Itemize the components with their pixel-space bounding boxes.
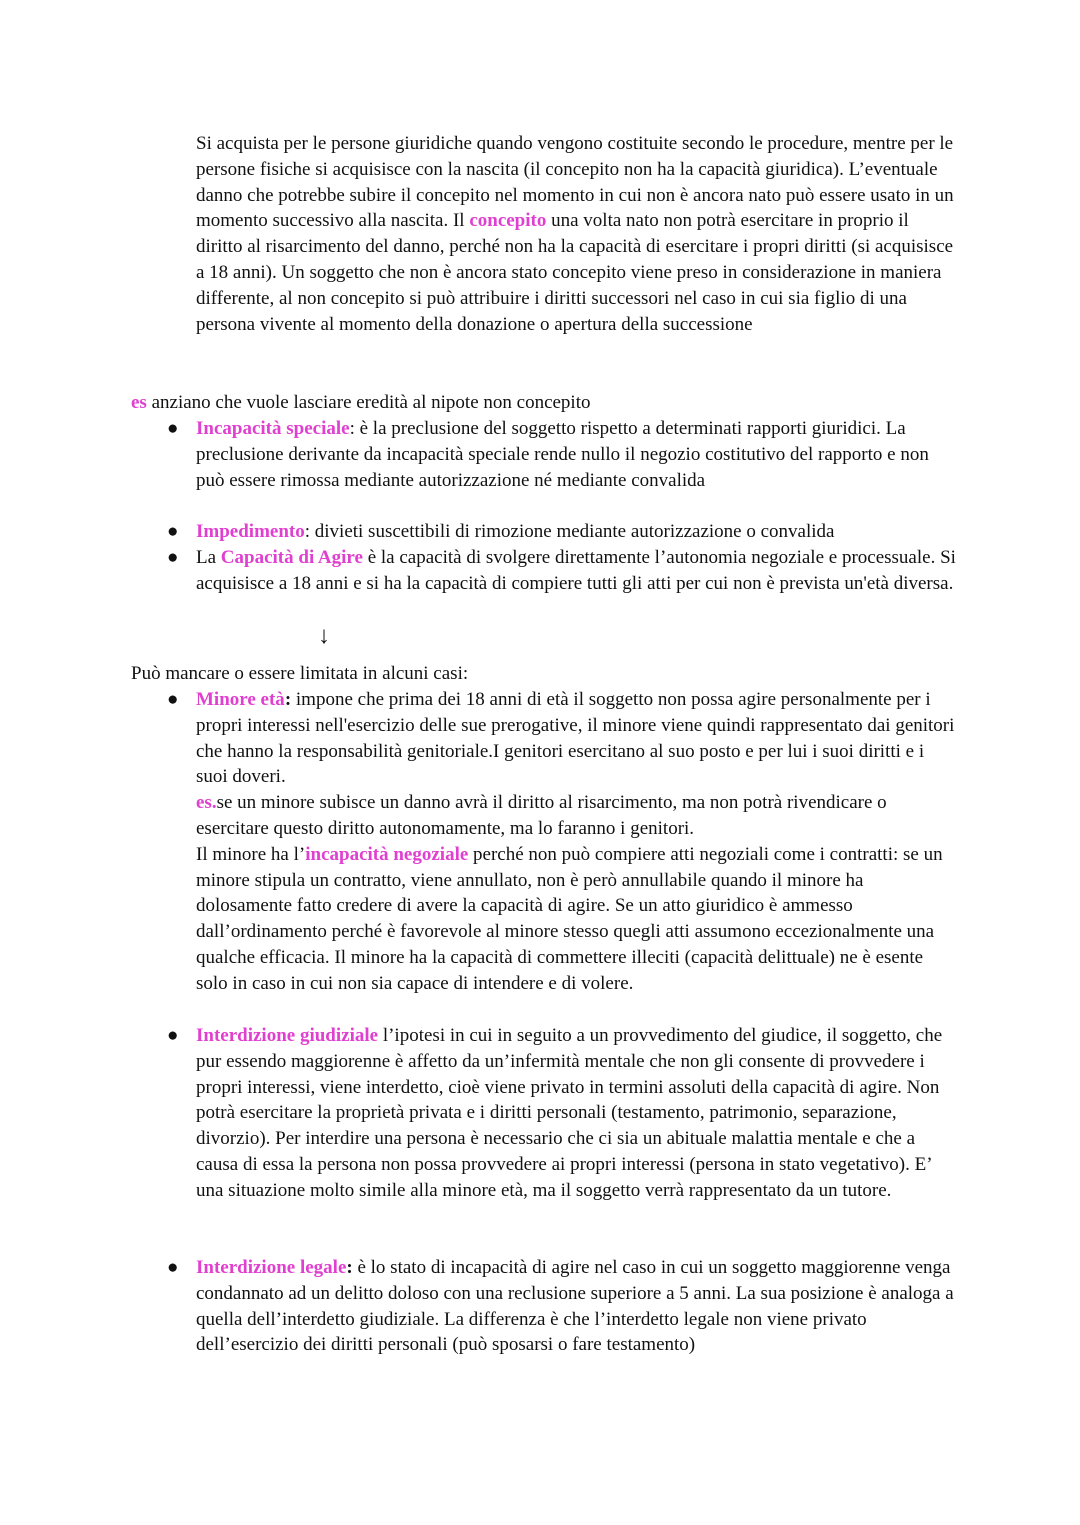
term-capacita-di-agire: Capacità di Agire [220, 547, 363, 568]
list-item-minore-eta: Minore età: impone che prima dei 18 anni di età il soggetto non possa agire personalmente per i propri interessi nell'esercizio delle sue prerogative, il minore viene quindi rappresentato dai genitori che hanno la responsabilità genitoriale.I genitori esercitano al suo posto e per lui i suoi diritti e i suoi doveri. es.se un minore subisce un danno avrà il diritto al risarcimento, ma non potrà rivendicare o esercitare questo diritto autonomamente, ma lo faranno i genitori. Il minore ha l’incapacità negoziale perché non può compiere atti negoziali come i contratti: se un minore stipula un contratto, viene annullato, non è però annullabile quando il minore ha dolosamente fatto credere di avere la capacità di agire. Se un atto giuridico è ammesso dall’ordinamento perché è favorevole al minore stesso quegli atti assumono eccezionalmente una qualche efficacia. Il minore ha la capacità di commettere illeciti (capacità delittuale) ne è esente solo in caso in cui non sia capace di intendere e di volere. [196, 689, 955, 994]
bullet-icon: ● [167, 547, 179, 568]
example-tag: es. [196, 792, 217, 814]
bullet-icon: ● [167, 1257, 179, 1278]
bullet-icon: ● [167, 689, 179, 710]
example-tag: es [131, 392, 147, 413]
list-item-interdizione-legale: Interdizione legale: è lo stato di incapacità di agire nel caso in cui un soggetto maggiorenne venga condannato ad un delitto doloso con una reclusione superiore a 5 anni. La sua posizione è analoga a quella dell’interdetto giudiziale. La differenza è che l’interdetto legale non viene privato dell’esercizio dei diritti personali (può sposarsi o fare testamento) [196, 1257, 954, 1356]
lead-line: Può mancare o essere limitata in alcuni casi: [131, 663, 469, 684]
term-interdizione-giudiziale: Interdizione giudiziale [196, 1025, 379, 1046]
bullet-icon: ● [167, 1025, 179, 1046]
bullet-icon: ● [167, 521, 179, 542]
term-impedimento: Impedimento [196, 521, 305, 542]
example-text: anziano che vuole lasciare eredità al nipote non concepito [151, 392, 591, 413]
term-concepito: concepito [469, 210, 547, 232]
list-item-interdizione-giudiziale: Interdizione giudiziale l’ipotesi in cui in seguito a un provvedimento del giudice, il soggetto, che pur essendo maggiorenne è affetto da un’infermità mentale che non gli consente di provvedere i propri interessi, viene interdetto, cioè viene privato in termini assoluti della capacità di agire. Non potrà esercitare la proprietà privata e i diritti personali (testamento, patrimonio, separazione, divorzio). Per interdire una persona è necessario che ci sia un abituale malattia mentale e che a causa di essa la persona non possa provvedere ai propri interessi (persona in stato vegetativo). E’ una situazione molto simile alla minore età, ma il soggetto verrà rappresentato da un tutore. [196, 1025, 943, 1201]
list-item: Impedimento: divieti suscettibili di rimozione mediante autorizzazione o convalida [196, 521, 835, 542]
list-item: Incapacità speciale: è la preclusione del soggetto rispetto a determinati rapporti giuridici. La preclusione derivante da incapacità speciale rende nullo il negozio costitutivo del rapporto e non può essere rimossa mediante autorizzazione né mediante convalida [196, 418, 929, 491]
term-incapacita-speciale: Incapacità speciale [196, 418, 350, 439]
down-arrow-icon: ↓ [318, 623, 330, 649]
intro-paragraph [196, 131, 956, 337]
intro-text-rest: una volta nato non potrà esercitare in proprio il diritto al risarcimento del danno, perché non ha la capacità di esercitare i propri diritti (si acquisisce a 18 anni). Un soggetto che non è ancora stato concepito viene preso in considerazione in maniera differente, al non concepito si può attribuire i diritti successori nel caso in cui sia figlio di una persona vivente al momento della donazione o apertura della successione [196, 210, 954, 335]
term-minore-eta: Minore età [196, 689, 285, 710]
list-item: La Capacità di Agire è la capacità di svolgere direttamente l’autonomia negoziale e processuale. Si acquisisce a 18 anni e si ha la capacità di compiere tutti gli atti per cui non è prevista un'età diversa. [196, 547, 956, 594]
bullet-icon: ● [167, 418, 179, 439]
intro-text: Si acquista per le persone giuridiche quando vengono costituite secondo le procedure, mentre per le persone fisiche si acquisisce con la nascita (il concepito non ha la capacità giuridica). L’eventuale danno che potrebbe subire il concepito nel momento in cui non è ancora nato può essere usato in un momento successivo alla nascita. Il [196, 133, 954, 232]
term-incapacita-negoziale: incapacità negoziale [305, 843, 469, 865]
example-line [131, 390, 961, 416]
term-interdizione-legale: Interdizione legale [196, 1257, 347, 1278]
